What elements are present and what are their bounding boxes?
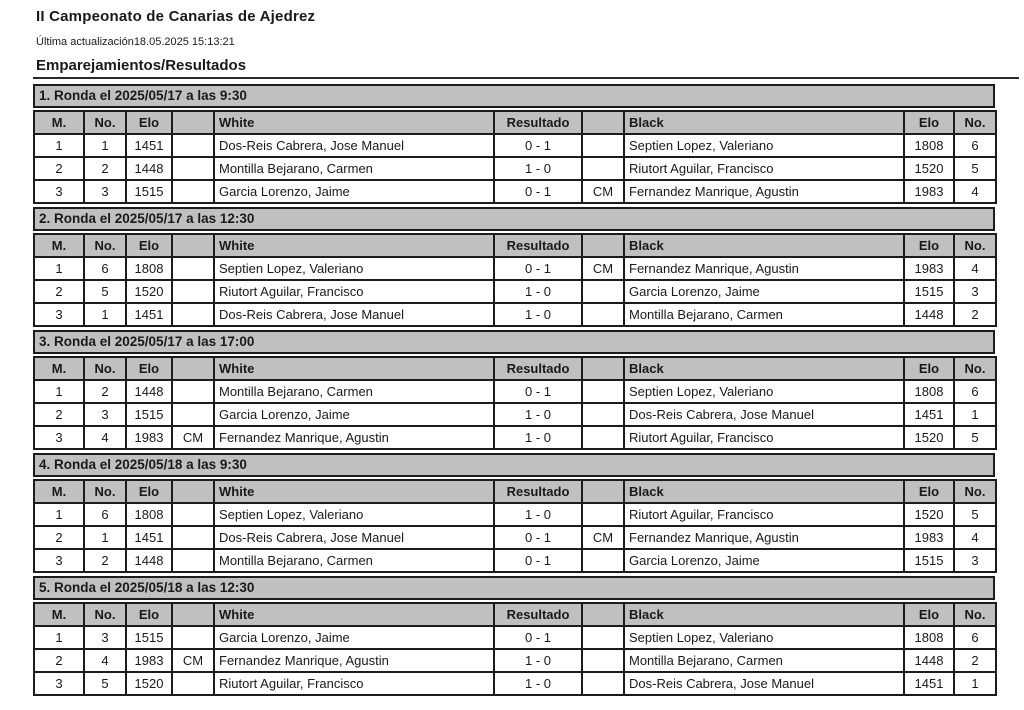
column-header-black_no: No.: [954, 357, 996, 380]
cell-result: 1 - 0: [494, 280, 582, 303]
cell-black_elo: 1451: [904, 403, 954, 426]
cell-white_elo: 1983: [126, 426, 172, 449]
cell-black_title: [582, 280, 624, 303]
header-row: [34, 603, 996, 626]
cell-board: 3: [34, 426, 84, 449]
column-header-black_elo: Elo: [904, 603, 954, 626]
cell-black_title: [582, 403, 624, 426]
cell-white_title: [172, 549, 214, 572]
cell-black_no: 4: [954, 257, 996, 280]
table-row: [34, 503, 996, 526]
cell-white_title: [172, 403, 214, 426]
cell-white_title: [172, 257, 214, 280]
cell-result: 0 - 1: [494, 134, 582, 157]
cell-black_title: CM: [582, 180, 624, 203]
table-row: [34, 549, 996, 572]
cell-white_elo: 1808: [126, 257, 172, 280]
column-header-black: Black: [624, 603, 904, 626]
cell-black_no: 6: [954, 626, 996, 649]
column-header-white_title: [172, 603, 214, 626]
column-header-board: M.: [34, 234, 84, 257]
cell-white_title: [172, 380, 214, 403]
cell-black: Fernandez Manrique, Agustin: [624, 526, 904, 549]
cell-result: 1 - 0: [494, 157, 582, 180]
cell-black: Fernandez Manrique, Agustin: [624, 180, 904, 203]
cell-black_title: [582, 549, 624, 572]
cell-white: Riutort Aguilar, Francisco: [214, 280, 494, 303]
cell-white: Garcia Lorenzo, Jaime: [214, 626, 494, 649]
column-header-white_elo: Elo: [126, 234, 172, 257]
cell-black: Riutort Aguilar, Francisco: [624, 157, 904, 180]
cell-result: 0 - 1: [494, 626, 582, 649]
cell-black_no: 4: [954, 526, 996, 549]
cell-white_elo: 1808: [126, 503, 172, 526]
table-row: [34, 280, 996, 303]
cell-black_no: 6: [954, 380, 996, 403]
round-title-bar: 2. Ronda el 2025/05/17 a las 12:30: [33, 207, 995, 231]
column-header-black_title: [582, 234, 624, 257]
cell-black_title: [582, 503, 624, 526]
column-header-board: M.: [34, 603, 84, 626]
column-header-result: Resultado: [494, 357, 582, 380]
cell-white_no: 4: [84, 426, 126, 449]
column-header-white_elo: Elo: [126, 603, 172, 626]
cell-white: Dos-Reis Cabrera, Jose Manuel: [214, 526, 494, 549]
cell-white_no: 2: [84, 157, 126, 180]
column-header-board: M.: [34, 480, 84, 503]
cell-black: Dos-Reis Cabrera, Jose Manuel: [624, 672, 904, 695]
cell-board: 3: [34, 672, 84, 695]
cell-result: 1 - 0: [494, 426, 582, 449]
cell-white: Fernandez Manrique, Agustin: [214, 426, 494, 449]
pairings-table: [33, 356, 997, 450]
cell-result: 0 - 1: [494, 180, 582, 203]
column-header-black_elo: Elo: [904, 111, 954, 134]
table-row: [34, 257, 996, 280]
round-title-bar: 5. Ronda el 2025/05/18 a las 12:30: [33, 576, 995, 600]
cell-black_elo: 1808: [904, 134, 954, 157]
round-section: [33, 330, 1024, 450]
cell-black_elo: 1983: [904, 257, 954, 280]
cell-white_elo: 1448: [126, 380, 172, 403]
cell-board: 1: [34, 134, 84, 157]
column-header-result: Resultado: [494, 603, 582, 626]
section-heading: Emparejamientos/Resultados: [33, 57, 1019, 79]
table-row: [34, 303, 996, 326]
round-section: [33, 84, 1024, 204]
cell-black_title: [582, 426, 624, 449]
column-header-black_no: No.: [954, 603, 996, 626]
cell-white: Montilla Bejarano, Carmen: [214, 157, 494, 180]
cell-black_title: [582, 303, 624, 326]
column-header-white_elo: Elo: [126, 480, 172, 503]
cell-black_title: [582, 157, 624, 180]
column-header-white_no: No.: [84, 234, 126, 257]
table-row: [34, 180, 996, 203]
cell-black_title: [582, 134, 624, 157]
cell-white_no: 5: [84, 280, 126, 303]
cell-black_no: 2: [954, 303, 996, 326]
round-title-bar: 4. Ronda el 2025/05/18 a las 9:30: [33, 453, 995, 477]
column-header-black_elo: Elo: [904, 480, 954, 503]
cell-board: 3: [34, 549, 84, 572]
table-row: [34, 380, 996, 403]
page-title: II Campeonato de Canarias de Ajedrez: [36, 8, 316, 25]
cell-white_no: 2: [84, 380, 126, 403]
cell-board: 3: [34, 180, 84, 203]
cell-white: Garcia Lorenzo, Jaime: [214, 403, 494, 426]
column-header-white_elo: Elo: [126, 357, 172, 380]
cell-black_title: CM: [582, 257, 624, 280]
cell-white: Garcia Lorenzo, Jaime: [214, 180, 494, 203]
cell-board: 2: [34, 649, 84, 672]
cell-white_elo: 1520: [126, 672, 172, 695]
pairings-table: [33, 479, 997, 573]
cell-black_title: [582, 672, 624, 695]
cell-board: 1: [34, 626, 84, 649]
cell-white_no: 6: [84, 257, 126, 280]
cell-white_title: [172, 672, 214, 695]
column-header-black_no: No.: [954, 480, 996, 503]
cell-black_elo: 1520: [904, 157, 954, 180]
column-header-black_no: No.: [954, 111, 996, 134]
column-header-result: Resultado: [494, 234, 582, 257]
cell-white_title: [172, 626, 214, 649]
column-header-result: Resultado: [494, 480, 582, 503]
table-row: [34, 403, 996, 426]
column-header-white_title: [172, 357, 214, 380]
cell-black_elo: 1808: [904, 380, 954, 403]
cell-black_no: 1: [954, 403, 996, 426]
pairings-table: [33, 110, 997, 204]
cell-black_elo: 1448: [904, 303, 954, 326]
column-header-black_elo: Elo: [904, 234, 954, 257]
column-header-white: White: [214, 111, 494, 134]
round-title-bar: 3. Ronda el 2025/05/17 a las 17:00: [33, 330, 995, 354]
cell-black_no: 3: [954, 549, 996, 572]
cell-board: 2: [34, 526, 84, 549]
column-header-white: White: [214, 603, 494, 626]
cell-black_elo: 1448: [904, 649, 954, 672]
cell-white: Fernandez Manrique, Agustin: [214, 649, 494, 672]
cell-white_elo: 1451: [126, 134, 172, 157]
cell-result: 1 - 0: [494, 649, 582, 672]
cell-black_no: 5: [954, 157, 996, 180]
column-header-board: M.: [34, 111, 84, 134]
column-header-black_title: [582, 357, 624, 380]
header-row: [34, 480, 996, 503]
cell-black_elo: 1983: [904, 180, 954, 203]
cell-result: 0 - 1: [494, 380, 582, 403]
cell-white_title: [172, 134, 214, 157]
cell-black: Riutort Aguilar, Francisco: [624, 503, 904, 526]
cell-white_elo: 1520: [126, 280, 172, 303]
cell-result: 1 - 0: [494, 503, 582, 526]
column-header-black_title: [582, 603, 624, 626]
column-header-black_no: No.: [954, 234, 996, 257]
cell-white: Septien Lopez, Valeriano: [214, 503, 494, 526]
header-row: [34, 357, 996, 380]
table-row: [34, 134, 996, 157]
cell-black: Septien Lopez, Valeriano: [624, 380, 904, 403]
round-title-bar: 1. Ronda el 2025/05/17 a las 9:30: [33, 84, 995, 108]
cell-black_no: 6: [954, 134, 996, 157]
round-section: [33, 576, 1024, 696]
cell-black_no: 5: [954, 503, 996, 526]
last-update-text: Última actualización18.05.2025 15:13:21: [36, 36, 235, 48]
column-header-white_title: [172, 111, 214, 134]
cell-result: 1 - 0: [494, 303, 582, 326]
round-section: [33, 207, 1024, 327]
cell-black: Garcia Lorenzo, Jaime: [624, 280, 904, 303]
cell-board: 1: [34, 380, 84, 403]
cell-white: Montilla Bejarano, Carmen: [214, 380, 494, 403]
cell-white_no: 1: [84, 526, 126, 549]
cell-white_elo: 1515: [126, 180, 172, 203]
cell-white_title: [172, 526, 214, 549]
cell-black: Riutort Aguilar, Francisco: [624, 426, 904, 449]
column-header-white_title: [172, 234, 214, 257]
cell-black_elo: 1520: [904, 426, 954, 449]
cell-black_elo: 1808: [904, 626, 954, 649]
cell-white_no: 1: [84, 134, 126, 157]
rounds-container: [33, 84, 1024, 696]
cell-white_title: [172, 303, 214, 326]
cell-black_no: 2: [954, 649, 996, 672]
cell-black_no: 5: [954, 426, 996, 449]
cell-white_no: 1: [84, 303, 126, 326]
cell-result: 0 - 1: [494, 257, 582, 280]
cell-white_elo: 1515: [126, 403, 172, 426]
cell-black_elo: 1983: [904, 526, 954, 549]
cell-board: 2: [34, 280, 84, 303]
column-header-black_title: [582, 111, 624, 134]
column-header-white: White: [214, 234, 494, 257]
cell-white_title: [172, 280, 214, 303]
cell-black: Fernandez Manrique, Agustin: [624, 257, 904, 280]
cell-black_title: CM: [582, 526, 624, 549]
column-header-black: Black: [624, 111, 904, 134]
cell-white_elo: 1451: [126, 303, 172, 326]
cell-black_title: [582, 649, 624, 672]
cell-white_title: [172, 503, 214, 526]
column-header-white_elo: Elo: [126, 111, 172, 134]
column-header-black: Black: [624, 480, 904, 503]
cell-black_no: 1: [954, 672, 996, 695]
column-header-black_elo: Elo: [904, 357, 954, 380]
cell-black_no: 3: [954, 280, 996, 303]
table-row: [34, 426, 996, 449]
column-header-white_no: No.: [84, 357, 126, 380]
cell-white: Riutort Aguilar, Francisco: [214, 672, 494, 695]
cell-white_title: CM: [172, 426, 214, 449]
column-header-white_title: [172, 480, 214, 503]
cell-black_elo: 1451: [904, 672, 954, 695]
cell-black: Dos-Reis Cabrera, Jose Manuel: [624, 403, 904, 426]
cell-result: 0 - 1: [494, 549, 582, 572]
cell-white_elo: 1983: [126, 649, 172, 672]
cell-white_no: 5: [84, 672, 126, 695]
cell-result: 0 - 1: [494, 526, 582, 549]
header-row: [34, 234, 996, 257]
cell-white: Dos-Reis Cabrera, Jose Manuel: [214, 303, 494, 326]
cell-white_no: 4: [84, 649, 126, 672]
cell-black: Montilla Bejarano, Carmen: [624, 649, 904, 672]
cell-white_no: 3: [84, 403, 126, 426]
cell-black_elo: 1515: [904, 549, 954, 572]
cell-white_title: [172, 180, 214, 203]
cell-white: Dos-Reis Cabrera, Jose Manuel: [214, 134, 494, 157]
column-header-black: Black: [624, 234, 904, 257]
cell-black: Montilla Bejarano, Carmen: [624, 303, 904, 326]
cell-black_no: 4: [954, 180, 996, 203]
cell-white: Montilla Bejarano, Carmen: [214, 549, 494, 572]
column-header-black: Black: [624, 357, 904, 380]
table-row: [34, 626, 996, 649]
column-header-white_no: No.: [84, 111, 126, 134]
column-header-white_no: No.: [84, 603, 126, 626]
cell-white_elo: 1448: [126, 157, 172, 180]
pairings-table: [33, 602, 997, 696]
cell-black_elo: 1520: [904, 503, 954, 526]
cell-white: Septien Lopez, Valeriano: [214, 257, 494, 280]
cell-white_elo: 1448: [126, 549, 172, 572]
cell-white_elo: 1451: [126, 526, 172, 549]
cell-result: 1 - 0: [494, 672, 582, 695]
table-row: [34, 649, 996, 672]
cell-board: 3: [34, 303, 84, 326]
cell-black: Septien Lopez, Valeriano: [624, 134, 904, 157]
cell-black: Garcia Lorenzo, Jaime: [624, 549, 904, 572]
column-header-white_no: No.: [84, 480, 126, 503]
table-row: [34, 157, 996, 180]
cell-black_title: [582, 380, 624, 403]
cell-result: 1 - 0: [494, 403, 582, 426]
cell-white_title: CM: [172, 649, 214, 672]
table-row: [34, 672, 996, 695]
cell-white_title: [172, 157, 214, 180]
cell-board: 1: [34, 257, 84, 280]
column-header-white: White: [214, 357, 494, 380]
column-header-board: M.: [34, 357, 84, 380]
cell-board: 2: [34, 403, 84, 426]
round-section: [33, 453, 1024, 573]
column-header-result: Resultado: [494, 111, 582, 134]
cell-white_no: 6: [84, 503, 126, 526]
cell-black_title: [582, 626, 624, 649]
cell-white_no: 3: [84, 180, 126, 203]
cell-white_elo: 1515: [126, 626, 172, 649]
cell-board: 2: [34, 157, 84, 180]
cell-black_elo: 1515: [904, 280, 954, 303]
table-row: [34, 526, 996, 549]
cell-black: Septien Lopez, Valeriano: [624, 626, 904, 649]
header-row: [34, 111, 996, 134]
cell-white_no: 2: [84, 549, 126, 572]
cell-board: 1: [34, 503, 84, 526]
pairings-table: [33, 233, 997, 327]
column-header-white: White: [214, 480, 494, 503]
cell-white_no: 3: [84, 626, 126, 649]
column-header-black_title: [582, 480, 624, 503]
